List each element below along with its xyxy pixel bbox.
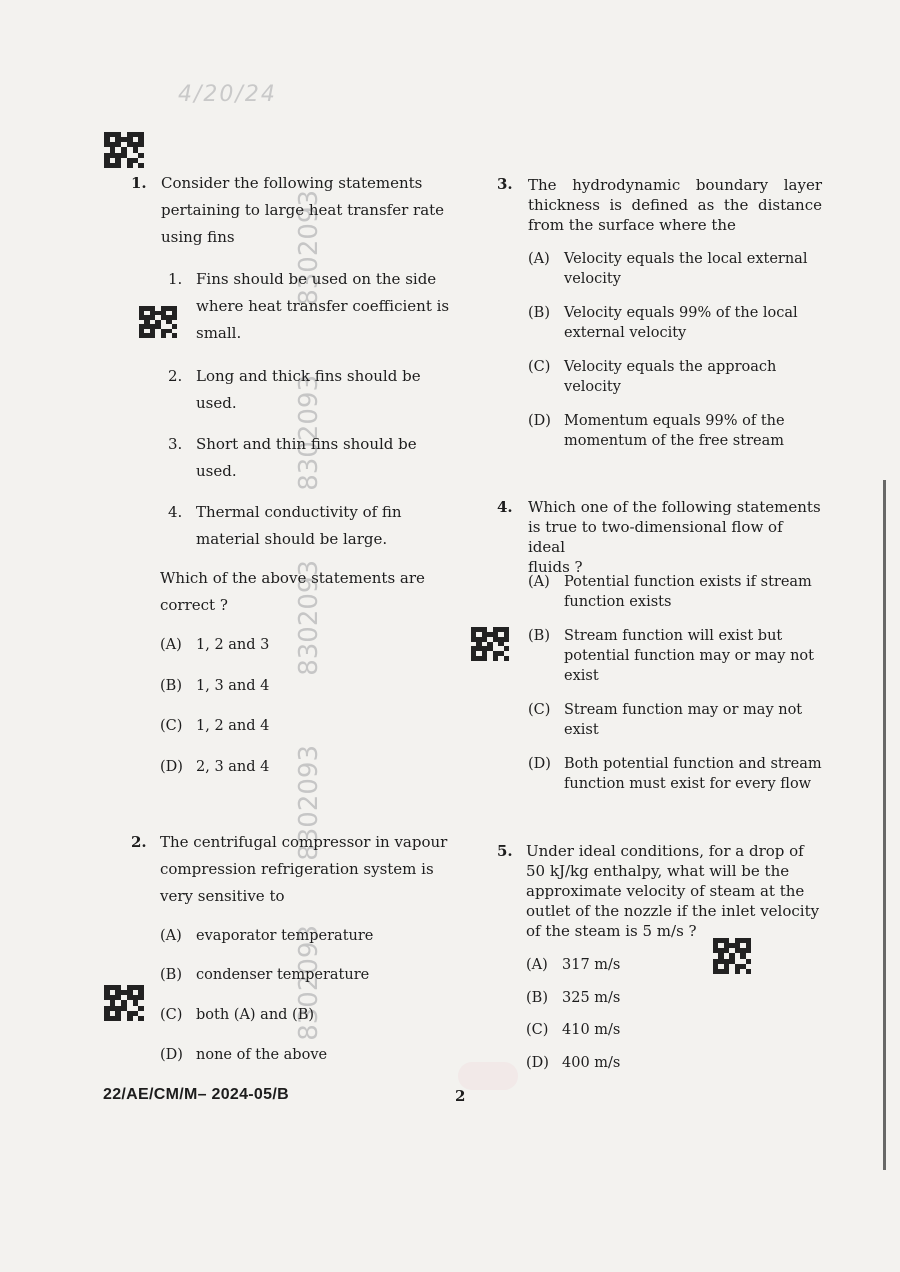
q2-option-c[interactable]: (C) both (A) and (B) (160, 1007, 315, 1023)
q3-option-c[interactable]: (C) Velocity equals the approach velocity (528, 359, 777, 395)
paper-code: 22/AE/CM/M– 2024-05/B (103, 1086, 289, 1103)
q1-option-d[interactable]: (D) 2, 3 and 4 (160, 759, 270, 775)
q5-option-b[interactable]: (B) 325 m/s (526, 990, 621, 1006)
watermark-3: 8302093 (294, 560, 324, 676)
qr-code-icon (471, 627, 509, 661)
q1-option-c[interactable]: (C) 1, 2 and 4 (160, 718, 270, 734)
q4-option-c[interactable]: (C) Stream function may or may not exist (528, 702, 803, 738)
q5-option-c[interactable]: (C) 410 m/s (526, 1022, 621, 1038)
q2-option-b[interactable]: (B) condenser temperature (160, 967, 370, 983)
q4-option-d[interactable]: (D) Both potential function and stream function must exist for every flow (528, 756, 822, 792)
q1-option-b[interactable]: (B) 1, 3 and 4 (160, 678, 270, 694)
statement-3: 3. Short and thin fins should be used. (168, 435, 417, 480)
q4-option-b[interactable]: (B) Stream function will exist but potential function may or may not exist (528, 628, 814, 684)
watermark-5: 8302093 (294, 925, 324, 1041)
question-4-stem: Which one of the following statements is true to two-dimensional flow of ideal fluids ? (528, 498, 821, 576)
q5-option-d[interactable]: (D) 400 m/s (526, 1055, 621, 1071)
watermark-2: 8302093 (294, 375, 324, 491)
ink-smudge (458, 1062, 518, 1090)
watermark-4: 8302093 (294, 745, 324, 861)
q4-option-a[interactable]: (A) Potential function exists if stream function exists (528, 574, 812, 610)
question-1-number: 1. (131, 174, 147, 192)
question-1-stem: Consider the following statements pertaining to large heat transfer rate using fins (161, 174, 445, 246)
q2-option-a[interactable]: (A) evaporator temperature (160, 928, 374, 944)
statement-1: 1. Fins should be used on the side where heat transfer coefficient is small. (168, 270, 450, 342)
page-number: 2 (455, 1087, 466, 1105)
statement-4: 4. Thermal conductivity of fin material should be large. (168, 503, 402, 548)
qr-code-icon (713, 938, 751, 974)
scan-edge (883, 480, 886, 1170)
watermark-1: 8302093 (294, 190, 324, 306)
question-4-number: 4. (497, 498, 513, 516)
q2-option-d[interactable]: (D) none of the above (160, 1047, 328, 1063)
q3-option-a[interactable]: (A) Velocity equals the local external velocity (528, 251, 808, 287)
q5-option-a[interactable]: (A) 317 m/s (526, 957, 621, 973)
q1-option-a[interactable]: (A) 1, 2 and 3 (160, 637, 270, 653)
q3-option-d[interactable]: (D) Momentum equals 99% of the momentum of the free stream (528, 413, 785, 449)
qr-code-icon (104, 985, 144, 1021)
question-2-number: 2. (131, 833, 147, 851)
qr-code-icon (104, 132, 144, 168)
question-5-number: 5. (497, 842, 513, 860)
question-2-stem: The centrifugal compressor in vapour compression refrigeration system is very sensitive to (160, 833, 448, 905)
statement-2: 2. Long and thick fins should be used. (168, 367, 421, 412)
question-5-stem: Under ideal conditions, for a drop of 50 kJ/kg enthalpy, what will be the approximate velocity of steam at the outlet of the nozzle if the inlet velocity of the steam is 5 m/s ? (526, 842, 820, 940)
q3-option-b[interactable]: (B) Velocity equals 99% of the local external velocity (528, 305, 798, 341)
question-3-stem: The hydrodynamic boundary layer thickness is defined as the distance from the surface where the (528, 176, 822, 234)
question-3-number: 3. (497, 175, 513, 193)
handwritten-note: 4/20/24 (178, 82, 277, 107)
question-1-prompt: Which of the above statements are correct ? (160, 569, 425, 614)
